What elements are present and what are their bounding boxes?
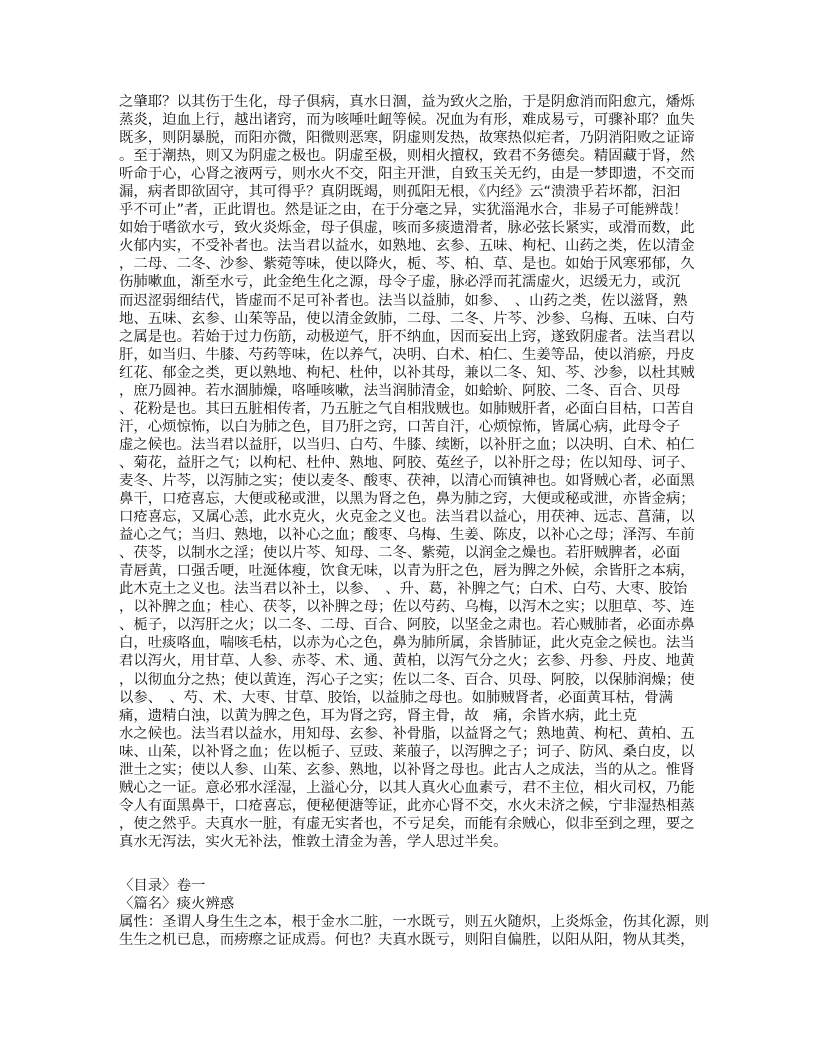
text-line: 口疮喜忘，又属心恙，此水克火，火克金之义也。法当君以益心，用茯神、远志、菖蒲，以: [119, 509, 695, 526]
text-line: 。至于潮热，则又为阴虚之极也。阴虚至极，则相火擅权，致君不务德矣。精固藏于肾，然: [119, 148, 695, 165]
section-paragraph: [119, 913, 719, 949]
text-line: 、菊花，益肝之气；以枸杞、杜仲、熟地、阿胶、菟丝子，以补肝之母；佐以知母、诃子、: [119, 454, 695, 471]
text-line: 生生之机已息，而痨瘵之证成焉。何也？夫真水既亏，则阳自偏胜，以阳从阳，物从其类，: [119, 932, 695, 949]
text-line: ，使之然乎。夫真水一脏，有虚无实者也，不亏足矣，而能有余贼心，似非至到之理，要之: [119, 815, 695, 832]
text-line: 令人有面黑鼻干，口疮喜忘，便秘便溏等证，此亦心肾不交，水火未济之候，宁非湿热相蒸: [119, 797, 695, 814]
text-line: 青唇黄，口强舌哽，吐涎体瘦，饮食无味，以青为肝之色，唇为脾之外候，余皆肝之本病，: [119, 563, 695, 580]
text-line: 乎不可止”者，正此谓也。然是证之由，在于分毫之异，实犹淄渑水合，非易子可能辨哉！: [119, 202, 688, 219]
text-line: ，二母、二冬、沙参、紫菀等味，使以降火，栀、芩、柏、草、是也。如始于风寒邪郁，久: [119, 256, 695, 273]
text-line: 、茯苓，以制水之淫；使以片芩、知母、二冬、紫菀，以润金之燥也。若肝贼脾者，必面: [119, 545, 681, 562]
text-line: 之属是也。若始于过力伤筋，动极逆气，肝不纳血，因而妄出上窍，遂致阴虚者。法当君以: [119, 328, 695, 345]
text-line: ，以补脾之血；桂心、茯苓，以补脾之母；佐以芍药、乌梅，以泻木之实；以胆草、芩、连: [119, 599, 695, 616]
text-line: 泄土之实；使以人参、山茱、玄参、熟地，以补肾之母也。此古人之成法，当的从之。惟肾: [119, 761, 695, 778]
text-line: 伤肺嗽血，渐至水亏，此金绝生化之源，母令子虚，脉必浮而芤濡虚火，迟缓无力，或沉: [119, 274, 681, 291]
text-line: 肝，如当归、牛膝、芍药等味，佐以养气，决明、白术、柏仁、生姜等品，使以消瘀，丹皮: [119, 346, 695, 363]
text-line: 听命于心，心肾之液两亏，则水火不交，阳主开泄，自致玉关无约，由是一梦即遗，不交而: [119, 166, 695, 183]
text-line: 白，吐痰咯血，喘咳毛枯，以赤为心之色，鼻为肺所属，余皆肺证，此火克金之候也。法当: [119, 635, 695, 652]
text-line: 红花、郁金之类，更以熟地、枸杞、杜仲，以补其母，兼以二冬、知、芩、沙参，以杜其贼: [119, 364, 695, 381]
text-line: 以参、 、芍、术、大枣、甘草、胶饴，以益肺之母也。如肺贼肾者，必面黄耳枯，骨满: [119, 689, 674, 706]
text-line: 、栀子，以泻肝之火；以二冬、二母、百合、阿胶，以坚金之肃也。若心贼肺者，必面赤鼻: [119, 617, 695, 634]
text-line: 而迟涩弱细结代，皆虚而不足可补者也。法当以益肺，如参、 、山药之类，佐以滋肾，熟: [119, 292, 688, 309]
text-line: ，庶乃圆神。若水涸肺燥，咯唾咳嗽，法当润肺清金，如蛤蚧、阿胶、二冬、百合、贝母: [119, 382, 681, 399]
text-line: 漏，病者即欲固守，其可得乎？真阴既竭，则孤阳无根，《内经》云“溃溃乎若坏都，汩汩: [119, 184, 681, 201]
text-line: 地、五味、玄参、山茱等品，使以清金敛肺，二母、二冬、片芩、沙参、乌梅、五味、白芍: [119, 310, 695, 327]
text-line: 贼心之一证。意必邪水淫湿，上溢心分，以其人真火心血素亏，君不主位，相火司权，乃能: [119, 779, 695, 796]
text-line: 虚之候也。法当君以益肝，以当归、白芍、牛膝、续断，以补肝之血；以决明、白术、柏仁: [119, 436, 695, 453]
text-line: 味、山茱，以补肾之血；佐以栀子、豆豉、莱菔子，以泻脾之子；诃子、防风、桑白皮，以: [119, 743, 695, 760]
chapter-title: 〈篇名〉痰火辨惑: [119, 896, 235, 913]
text-line: 汗，心烦惊怖，以白为肺之色，目乃肝之窍，口苦自汗，心烦惊怖，皆属心病，此母令子: [119, 418, 681, 435]
text-line: 水之候也。法当君以益水，用知母、玄参、补骨脂，以益肾之气；熟地黄、枸杞、黄柏、五: [119, 725, 695, 742]
text-line: 之肇耶？以其伤于生化，母子俱病，真水日涸，益为致火之胎，于是阴愈消而阳愈亢，燔烁: [119, 94, 695, 110]
text-line: ，以彻血分之热；使以黄连，泻心子之实；佐以二冬、百合、贝母、阿胶，以保肺润燥；使: [119, 671, 695, 688]
text-line: 鼻干，口疮喜忘，大便或秘或泄，以黑为肾之色，鼻为肺之窍，大便或秘或泄，亦皆金病；: [119, 491, 695, 508]
text-line: 此木克土之义也。法当君以补土，以参、 、升、葛，补脾之气；白术、白芍、大枣、胶饴: [119, 581, 688, 598]
text-line: 真水无泻法，实火无补法，惟敦土清金为善，学人思过半矣。: [119, 833, 508, 850]
text-line: 火郁内实，不受补者也。法当君以益水，如熟地、玄参、五味、枸杞、山药之类，佐以清金: [119, 238, 695, 255]
text-line: 既多，则阴暴脱，而阳亦微，阳微则恶寒，阴虚则发热，故寒热似疟者，乃阴消阳败之证谛: [119, 130, 695, 147]
text-line: 蒸炎，迫血上行，越出诸窍，而为咳唾吐衄等候。况血为有形，难成易亏，可骤补耶？血失: [119, 112, 695, 129]
text-line: 麦冬、片芩，以泻肺之实；使以麦冬、酸枣、茯神，以清心而镇神也。如肾贼心者，必面黑: [119, 472, 695, 489]
text-line: 君以泻火，用甘草、人参、赤苓、术、通、黄柏，以泻气分之火；玄参、丹参、丹皮、地黄: [119, 653, 695, 670]
catalog-heading: 〈目录〉卷一: [119, 878, 206, 894]
text-line: 属性：圣谓人身生生之本，根于金水二脏，一水既亏，则五火随炽，上炎烁金，伤其化源，则: [119, 914, 710, 931]
body-paragraph: [119, 93, 719, 851]
text-line: 如始于嗜欲水亏，致火炎烁金，母子俱虚，咳而多痰遗滑者，脉必弦长紧实，或滑而数，此: [119, 220, 695, 237]
section-header: [119, 877, 719, 949]
text-line: 、花粉是也。其曰五脏相传者，乃五脏之气自相戕贼也。如肺贼肝者，必面白目枯，口苦自: [119, 400, 695, 417]
text-line: 痛，遗精白浊，以黄为脾之色，耳为肾之窍，肾主骨，故 痛，余皆水病，此土克: [119, 707, 638, 724]
text-line: 益心之气；当归、熟地，以补心之血；酸枣、乌梅、生姜、陈皮，以补心之母；泽泻、车前: [119, 527, 695, 544]
